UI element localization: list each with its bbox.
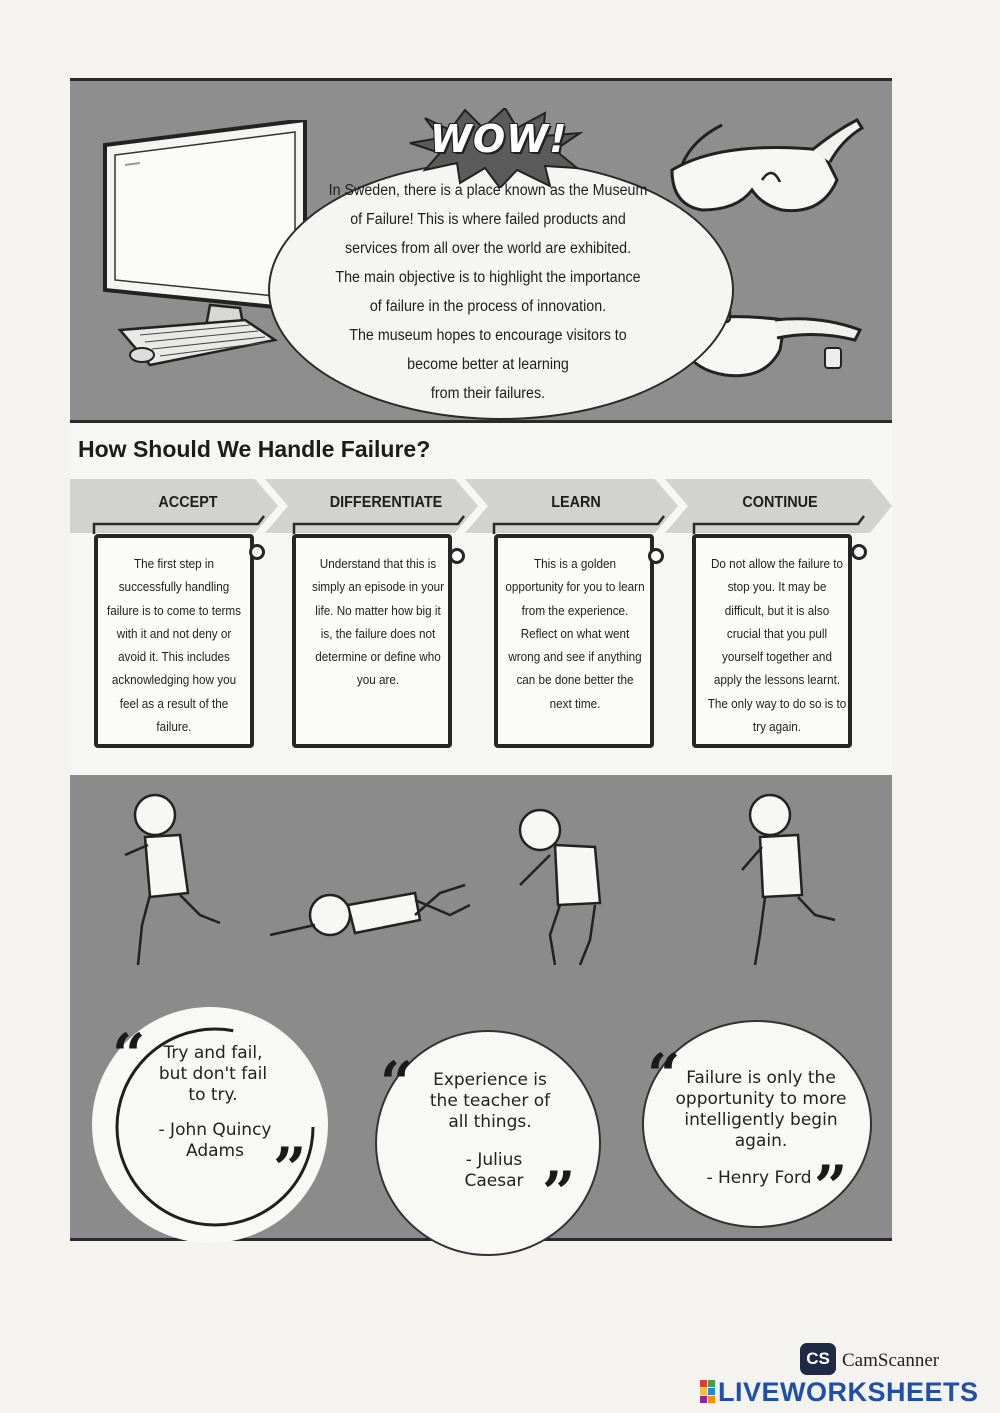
pin-icon: [449, 548, 465, 564]
section-title: How Should We Handle Failure?: [78, 436, 431, 462]
description-line: The main objective is to highlight the importance: [335, 269, 641, 286]
glasses-illustration: [662, 110, 867, 220]
description-line: become better at learning: [407, 356, 569, 373]
description-line: services from all over the world are exhibited.: [344, 240, 632, 257]
open-quote-icon: “: [112, 1021, 146, 1089]
step-text-continue: Do not allow the failure to stop you. It may be difficult, but it is also crucial that you pull yourself together and apply the lessons learnt. The only way to do so is to try again.: [707, 556, 847, 735]
quote-text: Experience is the teacher of all things.: [429, 1070, 551, 1132]
camscanner-label: CamScanner: [842, 1350, 940, 1371]
step-label-learn: LEARN: [551, 494, 601, 511]
description-line: The museum hopes to encourage visitors to: [349, 327, 627, 344]
description-line: of failure in the process of innovation.: [369, 298, 607, 315]
step-label-continue: CONTINUE: [742, 494, 818, 511]
quote-text: Try and fail, but don't fail to try.: [158, 1043, 268, 1105]
quote-author: - Henry Ford: [706, 1168, 812, 1188]
step-label-differentiate: DIFFERENTIATE: [329, 494, 443, 511]
pin-icon: [648, 548, 664, 564]
step-text-accept: The first step in successfully handling failure is to come to terms with it and not deny or avoid it. This includes acknowledging how you feel as a result of the failure.: [107, 556, 241, 735]
description-line: from their failures.: [430, 385, 546, 402]
description-line: of Failure! This is where failed products and: [350, 211, 626, 228]
falling-boy-illustration: [70, 775, 892, 985]
open-quote-icon: “: [380, 1049, 414, 1117]
quote-author: - Julius Caesar: [464, 1150, 524, 1191]
quote-text: Failure is only the opportunity to more intelligently begin again.: [675, 1068, 847, 1151]
step-text-learn: This is a golden opportunity for you to learn from the experience. Reflect on what went wrong and see if anything can be done better the next time.: [505, 556, 645, 711]
quote-author: - John Quincy Adams: [158, 1120, 272, 1161]
close-quote-icon: ”: [814, 1153, 848, 1221]
step-text-differentiate: Understand that this is simply an episode in your life. No matter how big it is, the failure does not determine or define who you are.: [311, 556, 445, 688]
close-quote-icon: ”: [542, 1159, 576, 1227]
step-label-accept: ACCEPT: [158, 494, 218, 511]
camscanner-logo: CS: [800, 1343, 836, 1375]
liveworksheets-label: LIVEWORKSHEETS: [718, 1377, 979, 1407]
pin-icon: [851, 544, 867, 560]
open-quote-icon: “: [647, 1041, 681, 1109]
museum-description: [324, 176, 652, 408]
pin-icon: [249, 544, 265, 560]
liveworksheets-icon: [700, 1380, 716, 1404]
description-line: In Sweden, there is a place known as the Museum: [328, 182, 648, 199]
wow-label: WOW!: [430, 117, 568, 161]
close-quote-icon: ”: [273, 1135, 307, 1203]
